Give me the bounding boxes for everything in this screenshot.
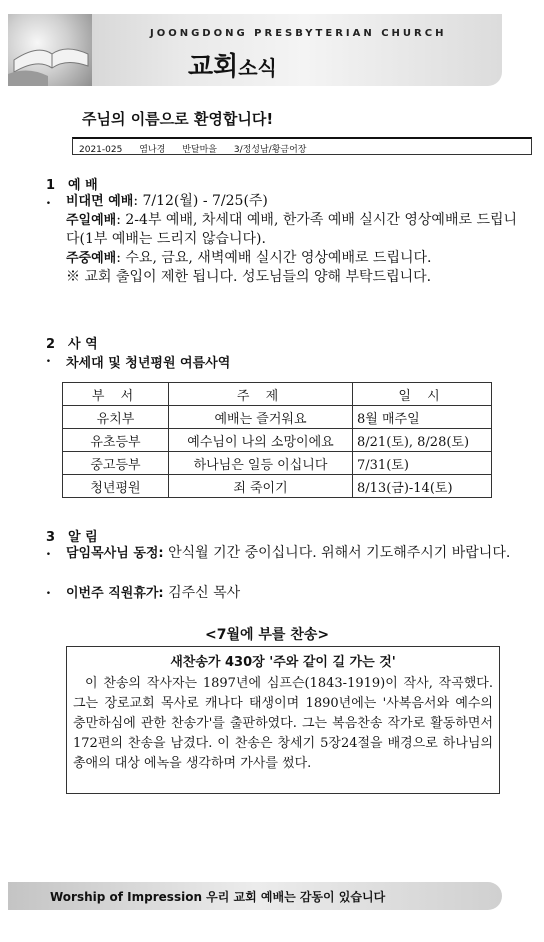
pastor-news-text: 안식월 기간 중이십니다. 위해서 기도해주시기 바랍니다. — [163, 545, 511, 561]
footer-banner: Worship of Impression 우리 교회 예배는 감동이 있습니다 — [8, 882, 502, 910]
table-row — [63, 475, 492, 498]
online-worship-line — [66, 192, 520, 211]
table-header-theme: 주 제 — [169, 383, 353, 406]
bullet-icon: . — [46, 192, 51, 208]
header-title-sub: 소식 — [238, 56, 277, 80]
section-1-heading — [46, 174, 98, 193]
table-row — [63, 452, 492, 475]
table-header-row — [63, 383, 492, 406]
pastor-news — [66, 544, 520, 563]
bible-photo — [8, 14, 92, 86]
table-cell-date: 8월 매주일 — [353, 406, 492, 429]
bulletin-number: 2021-025 — [79, 145, 123, 155]
bulletin-village: 반달마을 — [182, 145, 217, 155]
table-cell-date: 8/21(토), 8/28(토) — [353, 429, 492, 452]
church-name: JOONGDONG PRESBYTERIAN CHURCH — [150, 28, 447, 39]
summer-ministry-subhead: 차세대 및 청년평원 여름사역 — [66, 356, 231, 371]
hymn-heading: 새찬송가 430장 '주와 같이 길 가는 것' — [170, 655, 396, 670]
table-cell-dept: 유치부 — [63, 406, 169, 429]
table-cell-theme: 하나님은 일등 이십니다 — [169, 452, 353, 475]
section-3-number: 3 — [46, 530, 56, 545]
hymn-section-title: <7월에 부를 찬송> — [205, 627, 330, 643]
table-header-dept: 부 서 — [63, 383, 169, 406]
summer-ministry-table — [62, 382, 492, 498]
bulletin-info-bar — [72, 137, 532, 155]
pastor-news-label: 담임목사님 동정: — [66, 546, 164, 561]
hymn-box — [66, 646, 500, 794]
sunday-worship-label: 주일예배 — [66, 213, 117, 228]
bulletin-group: 3/정성남/황금어장 — [233, 145, 307, 155]
section-1-body — [66, 192, 520, 287]
section-3-heading — [46, 526, 98, 545]
staff-vacation-label: 이번주 직원휴가: — [66, 586, 164, 601]
sunday-worship-text: : 2-4부 예배, 차세대 예배, 한가족 예배 실시간 영상예배로 드립니다(1부 예배는 드리지 않습니다). — [66, 212, 518, 247]
header-title — [188, 46, 277, 83]
section-2-heading — [46, 333, 98, 352]
welcome-heading: 주님의 이름으로 환영합니다! — [82, 110, 274, 128]
table-cell-theme: 예배는 즐거워요 — [169, 406, 353, 429]
section-2-title: 사 역 — [68, 337, 98, 352]
weekday-worship-label: 주중예배 — [66, 251, 117, 266]
table-cell-dept: 청년평원 — [63, 475, 169, 498]
table-row — [63, 429, 492, 452]
bullet-icon: . — [46, 582, 51, 598]
table-cell-dept: 유초등부 — [63, 429, 169, 452]
section-2-number: 2 — [46, 337, 56, 352]
bullet-icon: . — [46, 350, 51, 366]
table-row — [63, 406, 492, 429]
hymn-body: 이 찬송의 작사자는 1897년에 심프슨(1843-1919)이 작사, 작곡했다. 그는 장로교회 목사로 캐나다 태생이며 1890년에는 '사복음서와 예수의 충만하심에 관한 찬송가'를 출판하였다. 그는 복음찬송 작가로 활동하면서 172편의 찬송을 남겼다. 이 찬송은 창세기 5장24절을 배경으로 하나님의 총애의 대상 에녹을 생각하며 가사를 썼다. — [73, 676, 493, 771]
section-1-title: 예 배 — [68, 178, 98, 193]
section-1-number: 1 — [46, 178, 56, 193]
bulletin-leader: 염나경 — [139, 145, 166, 155]
online-worship-dates: : 7/12(월) - 7/25(주) — [133, 193, 268, 209]
weekday-worship-text: : 수요, 금요, 새벽예배 실시간 영상예배로 드립니다. — [116, 250, 432, 266]
table-cell-theme: 예수님이 나의 소망이에요 — [169, 429, 353, 452]
header-title-main: 교회 — [188, 52, 239, 82]
staff-vacation-text: 김주신 목사 — [163, 585, 241, 601]
staff-vacation — [66, 584, 520, 603]
weekday-worship-line — [66, 249, 520, 268]
table-cell-date: 7/31(토) — [353, 452, 492, 475]
table-cell-date: 8/13(금)-14(토) — [353, 475, 492, 498]
table-cell-dept: 중고등부 — [63, 452, 169, 475]
table-header-date: 일 시 — [353, 383, 492, 406]
bullet-icon: . — [46, 543, 51, 559]
section-3-title: 알 림 — [68, 530, 98, 545]
access-notice: ※ 교회 출입이 제한 됩니다. 성도님들의 양해 부탁드립니다. — [66, 269, 432, 285]
online-worship-label: 비대면 예배 — [66, 194, 134, 209]
sunday-worship-line — [66, 211, 520, 249]
table-cell-theme: 죄 죽이기 — [169, 475, 353, 498]
